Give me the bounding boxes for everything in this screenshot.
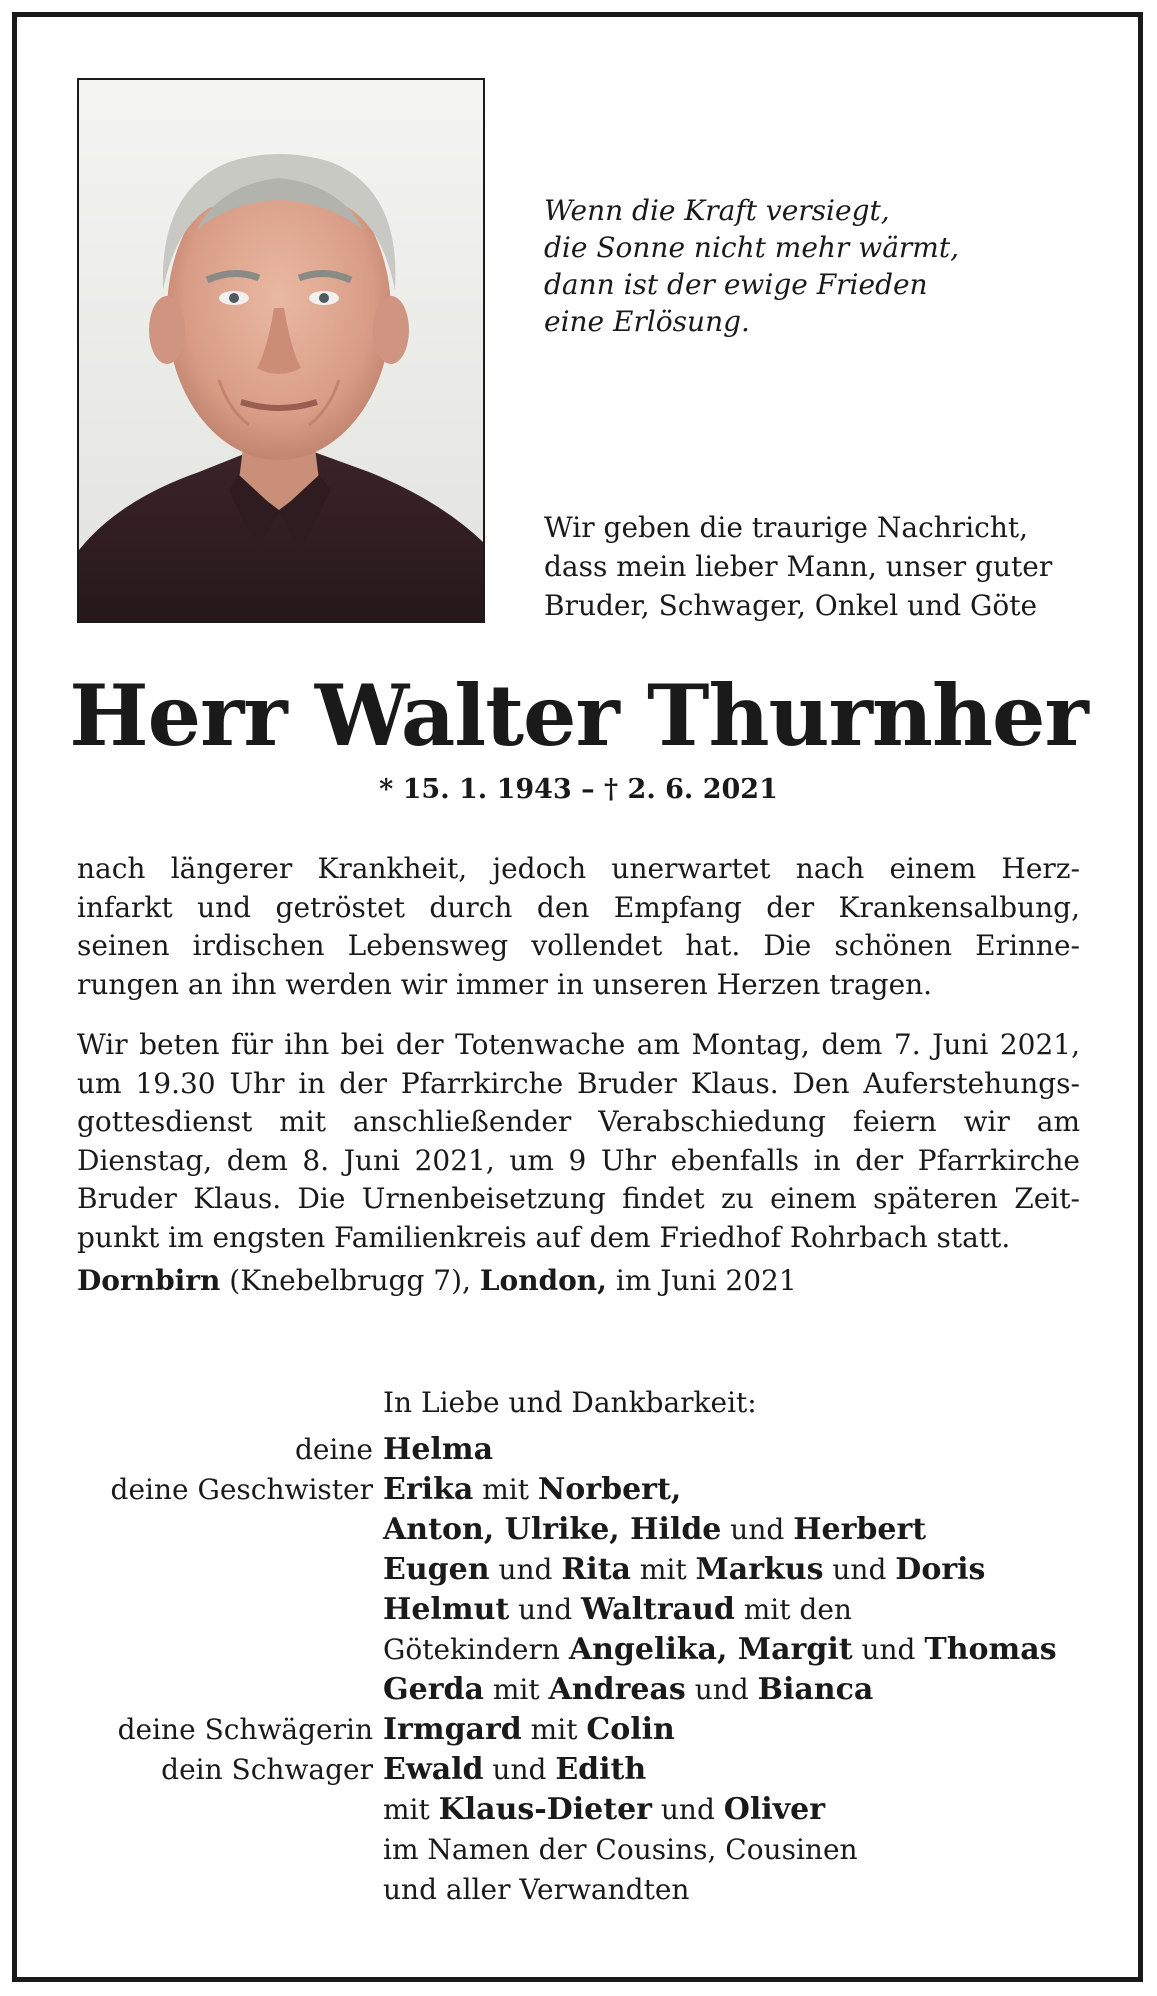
connector-text: mit <box>483 1673 549 1706</box>
family-names <box>383 1750 646 1790</box>
intro-line: Bruder, Schwager, Onkel und Göte <box>544 589 1038 622</box>
family-names <box>383 1870 689 1910</box>
relative-name: Klaus-Dieter <box>438 1792 652 1827</box>
relation-label: deine Schwägerin <box>117 1713 373 1746</box>
paragraph-line: punkt im engsten Familienkreis auf dem Friedhof Rohrbach statt. <box>77 1220 1011 1254</box>
relative-name: Eugen <box>383 1552 490 1587</box>
paragraph-line: Dienstag, dem 8. Juni 2021, um 9 Uhr ebenfalls in der Pfarrkirche <box>77 1143 1080 1177</box>
relative-name: Ewald <box>383 1752 484 1787</box>
relative-name: Anton, Ulrike, Hilde <box>383 1512 722 1547</box>
family-names <box>383 1830 858 1870</box>
relation-label: deine Geschwister <box>110 1473 373 1506</box>
connector-text: und aller Verwandten <box>383 1873 690 1906</box>
month-year: im Juni 2021 <box>606 1264 797 1297</box>
family-names <box>383 1630 1057 1670</box>
poem-line: eine Erlösung. <box>544 305 750 338</box>
connector-text: und <box>489 1553 562 1586</box>
relative-name: Thomas <box>924 1632 1057 1667</box>
relative-name: Bianca <box>757 1672 874 1707</box>
relative-name: Herbert <box>793 1512 927 1547</box>
relative-name: Irmgard <box>383 1712 522 1747</box>
relative-name: Norbert, <box>537 1472 682 1507</box>
relative-name: Edith <box>555 1752 647 1787</box>
poem-line: dann ist der ewige Frieden <box>544 268 928 301</box>
relative-name: Helmut <box>383 1592 510 1627</box>
family-names <box>383 1670 873 1710</box>
paragraph-funeral <box>77 1026 1080 1257</box>
place-date-line <box>77 1262 797 1300</box>
announcement-intro <box>544 508 1084 625</box>
paragraph-line: Wir beten für ihn bei der Totenwache am Montag, dem 7. Juni 2021, <box>77 1028 1080 1061</box>
connector-text: mit <box>521 1713 587 1746</box>
relative-name: Erika <box>383 1472 474 1507</box>
connector-text: im Namen der Cousins, Cousinen <box>383 1833 858 1866</box>
connector-text: und <box>852 1633 925 1666</box>
relative-name: Rita <box>561 1552 631 1587</box>
connector-text: mit den <box>734 1593 852 1626</box>
family-row <box>0 1550 1157 1590</box>
family-row <box>0 1830 1157 1870</box>
relative-name: Colin <box>586 1712 675 1747</box>
intro-line: dass mein lieber Mann, unser guter <box>544 550 1053 583</box>
connector-text: und <box>721 1513 794 1546</box>
family-row <box>0 1710 1157 1750</box>
family-names <box>383 1430 493 1470</box>
intro-line: Wir geben die traurige Nachricht, <box>544 511 1029 544</box>
family-names <box>383 1510 926 1550</box>
family-row <box>0 1510 1157 1550</box>
relative-name: Helma <box>383 1432 494 1467</box>
life-dates: * 15. 1. 1943 – † 2. 6. 2021 <box>379 774 778 805</box>
relation-label: deine <box>294 1433 373 1466</box>
connector-text: Götekindern <box>383 1633 569 1666</box>
paragraph-line: rungen an ihn werden wir immer in unseren Herzen tragen. <box>77 967 933 1001</box>
family-row <box>0 1870 1157 1910</box>
connector-text: und <box>651 1793 724 1826</box>
relative-name: Waltraud <box>581 1592 735 1627</box>
poem-line: Wenn die Kraft versiegt, <box>544 194 890 227</box>
family-names <box>383 1790 825 1830</box>
poem <box>544 192 1064 340</box>
relative-name: Markus <box>695 1552 824 1587</box>
relative-name: Andreas <box>548 1672 686 1707</box>
portrait-photo <box>77 78 485 623</box>
paragraph-line: um 19.30 Uhr in der Pfarrkirche Bruder Klaus. Den Auferstehungs- <box>77 1066 1080 1100</box>
relative-name: Oliver <box>723 1792 826 1827</box>
relative-name: Gerda <box>383 1672 484 1707</box>
paragraph-line: nach längerer Krankheit, jedoch unerwartet nach einem Herz- <box>77 852 1080 885</box>
family-list <box>0 1430 1157 1910</box>
city-2: London, <box>479 1264 607 1297</box>
family-row <box>0 1590 1157 1630</box>
family-row <box>0 1790 1157 1830</box>
family-names <box>383 1590 852 1630</box>
family-row <box>0 1630 1157 1670</box>
connector-text: mit <box>383 1793 439 1826</box>
family-names <box>383 1550 985 1590</box>
family-names <box>383 1470 681 1510</box>
city: Dornbirn <box>77 1264 221 1297</box>
connector-text: mit <box>473 1473 538 1506</box>
paragraph-line: Bruder Klaus. Die Urnenbeisetzung findet zu einem späteren Zeit- <box>77 1182 1080 1215</box>
connector-text: und <box>483 1753 556 1786</box>
relation-label: dein Schwager <box>161 1753 373 1786</box>
connector-text: und <box>685 1673 758 1706</box>
thanks-line: In Liebe und Dankbarkeit: <box>383 1386 757 1419</box>
address: (Knebelbrugg 7), <box>220 1264 480 1297</box>
connector-text: und <box>823 1553 896 1586</box>
family-row <box>0 1750 1157 1790</box>
paragraph-line: gottesdienst mit anschließender Verabschiedung feiern wir am <box>77 1105 1080 1138</box>
family-names <box>383 1710 675 1750</box>
family-row <box>0 1470 1157 1510</box>
poem-line: die Sonne nicht mehr wärmt, <box>544 231 959 264</box>
relative-name: Angelika, Margit <box>568 1632 853 1667</box>
paragraph-passing <box>77 850 1080 1004</box>
paragraph-line: infarkt und getröstet durch den Empfang der Krankensalbung, <box>77 890 1080 924</box>
connector-text: und <box>509 1593 582 1626</box>
family-row <box>0 1430 1157 1470</box>
family-row <box>0 1670 1157 1710</box>
paragraph-line: seinen irdischen Lebensweg vollendet hat. Die schönen Erinne- <box>77 929 1080 962</box>
deceased-name: Herr Walter Thurnher <box>69 666 1088 765</box>
connector-text: mit <box>630 1553 696 1586</box>
relative-name: Doris <box>895 1552 986 1587</box>
